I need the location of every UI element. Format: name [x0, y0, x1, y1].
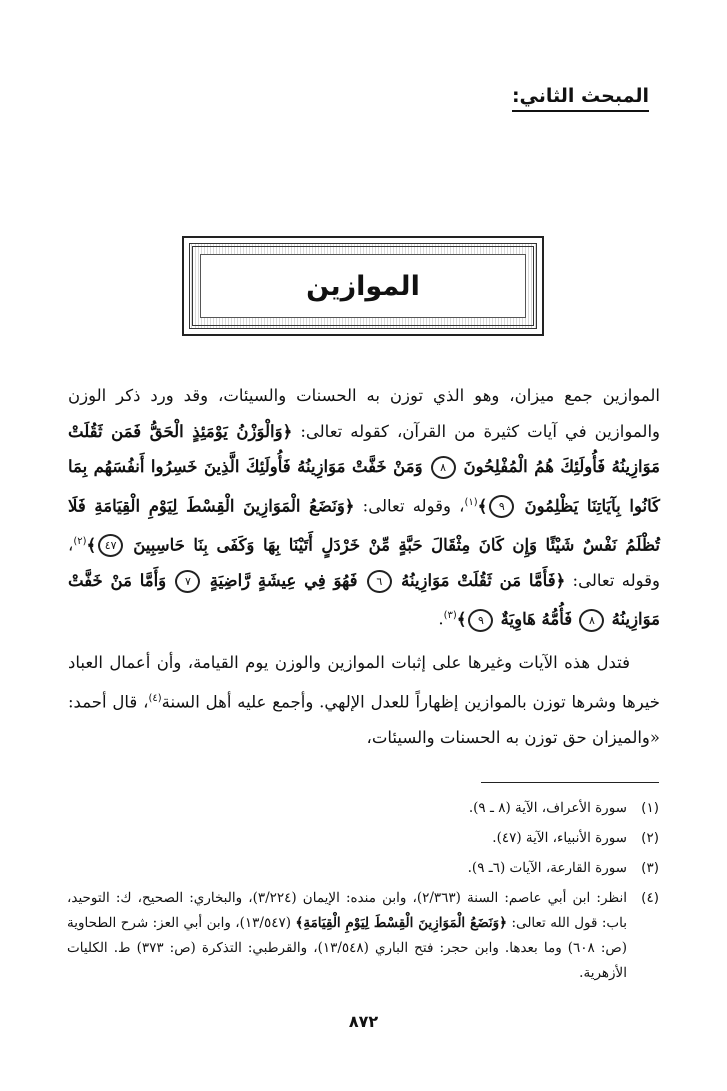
text-segment: ، وقوله تعالى: — [68, 535, 661, 590]
text-segment: ، وقوله تعالى: — [354, 496, 465, 515]
footnote-separator — [481, 782, 659, 783]
paragraph-intro — [68, 378, 660, 637]
verse-close-bracket: ﴾ — [456, 609, 467, 629]
footnote-text-segment: (١٣/٥٤٧)، وابن أبي العز: شرح الطحاوية (ص: ٦٠٨) وما بعدها. وابن حجر: فتح الباري (١٣/٥٤٨)، والقرطبي: التذكرة (ص: ٣٧٣) ط. الكليات الأزهرية. — [67, 915, 628, 981]
footnote-item — [67, 796, 659, 821]
quran-verse: ﴿وَنَضَعُ الْمَوَازِينَ الْقِسْطَ لِيَوْمِ الْقِيَامَةِ فَلَا تُظْلَمُ نَفْسٌ شَيْئًا وَإِن كَانَ مِثْقَالَ حَبَّةٍ مِّنْ خَرْدَلٍ أَتَيْنَا بِهَا وَكَفَى بِنَا حَاسِبِينَ — [68, 496, 660, 554]
page-number: ٨٧٢ — [348, 1012, 379, 1031]
verse-number-marker: ٩ — [489, 495, 514, 518]
footnote-text: سورة الأنبياء، الآية (٤٧). — [492, 830, 627, 846]
footnote-number: (١) — [641, 800, 659, 816]
footnote-text — [67, 886, 627, 986]
text-segment: ، قال أحمد: «والميزان حق توزن به الحسنات والسيئات، — [68, 692, 660, 747]
verse-number-marker: ٨ — [431, 456, 456, 479]
footnote-item — [67, 826, 659, 851]
footnote-number: (٣) — [641, 860, 659, 876]
footnote-text: سورة القارعة، الآيات (٦ـ ٩). — [467, 860, 627, 876]
footnote-ref-4[interactable]: (٤) — [148, 692, 162, 704]
verse-close-bracket: ﴾ — [86, 535, 97, 554]
footnote-ref-1[interactable]: (١) — [464, 496, 478, 508]
main-text — [68, 378, 660, 755]
quran-verse: فَهُوَ فِي عِيشَةٍ رَّاضِيَةٍ — [209, 570, 358, 590]
text-segment: . — [438, 609, 444, 629]
verse-close-bracket: ﴾ — [477, 496, 488, 515]
text-segment: الموازين جمع ميزان، وهو الذي توزن به الحسنات والسيئات، وقد ورد ذكر الوزن والموازين في آيات كثيرة من القرآن، كقوله تعالى: — [68, 386, 660, 441]
text-segment: فتدل هذه الآيات وغيرها على إثبات الموازين والوزن يوم القيامة، وأن أعمال العباد خيرها وشرها توزن بالموازين إظهاراً للعدل الإلهي. وأجمع عليه أهل السنة — [68, 653, 660, 711]
footnote-ref-3[interactable]: (٣) — [443, 610, 457, 621]
verse-number-marker: ٤٧ — [98, 534, 123, 557]
footnote-text: سورة الأعراف، الآية (٨ ـ ٩). — [468, 800, 627, 816]
quran-verse: وَمَنْ خَفَّتْ مَوَازِينُهُ فَأُولَئِكَ الَّذِينَ خَسِرُوا أَنفُسَهُم بِمَا كَانُوا بِآيَاتِنَا يَظْلِمُونَ — [68, 457, 660, 515]
verse-number-marker: ٦ — [367, 570, 392, 593]
footnote-number: (٤) — [641, 890, 659, 906]
quran-verse: ﴿وَنَضَعُ الْمَوَازِينَ الْقِسْطَ لِيَوْمِ الْقِيَامَةِ﴾ — [295, 915, 508, 931]
quran-verse: فَأُمُّهُ هَاوِيَةٌ — [500, 609, 573, 629]
footnote-ref-2[interactable]: (٢) — [73, 535, 87, 547]
footnote-item — [67, 886, 659, 986]
paragraph-conclusion — [68, 645, 660, 755]
verse-number-marker: ٧ — [175, 570, 200, 593]
footnote-number: (٢) — [641, 830, 659, 846]
footnotes — [67, 796, 659, 991]
quran-verse: ﴿وَالْوَزْنُ يَوْمَئِذٍ الْحَقُّ فَمَن ثَقُلَتْ مَوَازِينُهُ فَأُولَئِكَ هُمُ الْمُفْلِحُونَ — [68, 421, 660, 476]
quran-verse: وَأَمَّا مَنْ خَفَّتْ مَوَازِينُهُ — [68, 570, 660, 629]
verse-number-marker: ٩ — [468, 609, 493, 632]
chapter-title: الموازين — [306, 270, 420, 302]
chapter-title-frame — [182, 236, 544, 336]
footnote-text-segment: انظر: ابن أبي عاصم: السنة (٢/٣٦٣)، وابن منده: الإيمان (٣/٢٢٤)، والبخاري: الصحيح، ك: التوحيد، باب: قول الله تعالى: — [67, 890, 627, 931]
footnote-item — [67, 856, 659, 881]
verse-number-marker: ٨ — [579, 609, 604, 632]
section-heading: المبحث الثاني: — [512, 84, 649, 112]
title-frame-border — [189, 243, 537, 329]
quran-verse: ﴿فَأَمَّا مَن ثَقُلَتْ مَوَازِينُهُ — [401, 570, 566, 590]
title-frame-core — [200, 254, 526, 318]
